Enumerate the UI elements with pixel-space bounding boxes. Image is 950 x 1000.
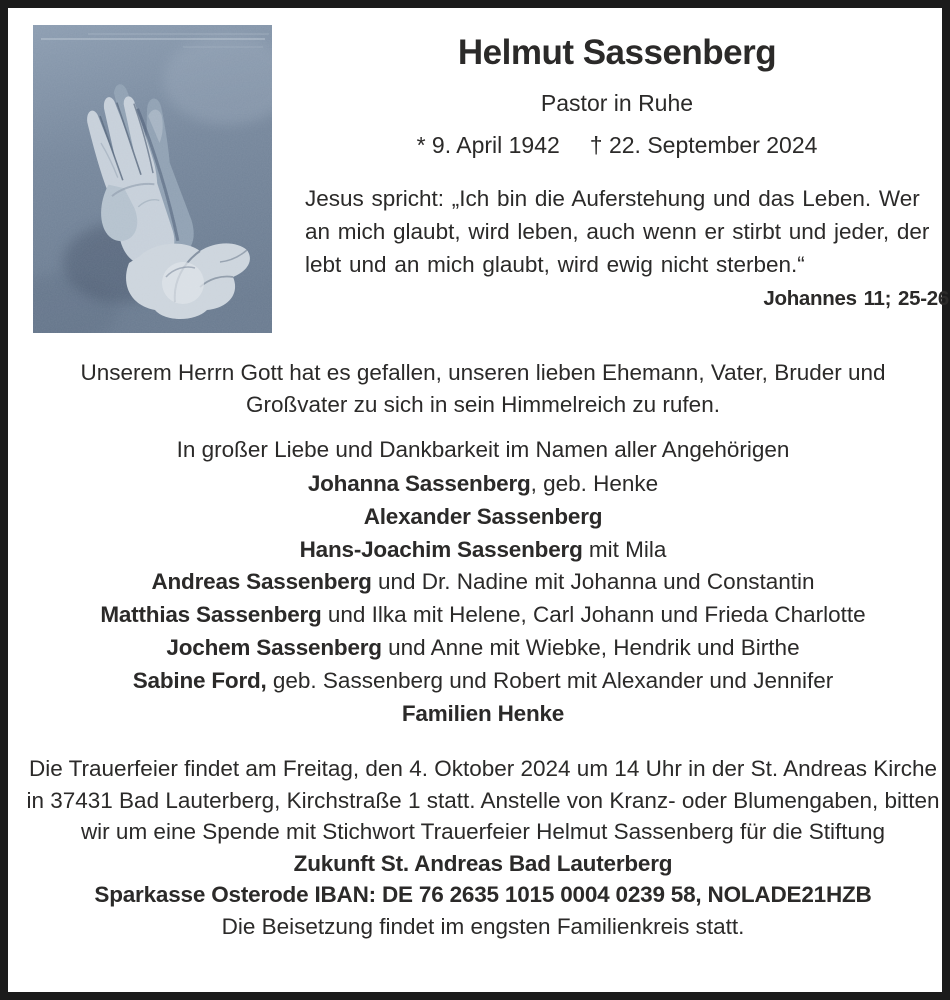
deceased-name: Helmut Sassenberg: [457, 33, 777, 72]
header-block: [292, 34, 942, 160]
mourner-row: Andreas Sassenberg und Dr. Nadine mit Johanna und Constantin: [151, 569, 815, 595]
closing-note: Die Beisetzung findet im engsten Familienkreis statt.: [221, 913, 745, 939]
mourners-list: [28, 468, 938, 730]
announcement-text: Unserem Herrn Gott hat es gefallen, unseren lieben Ehemann, Vater, Bruder und Großvater zu sich in sein Himmelreich zu rufen.: [80, 360, 886, 417]
mourner-row: Matthias Sassenberg und Ilka mit Helene, Carl Johann und Frieda Charlotte: [100, 602, 866, 628]
mourner-row: Johanna Sassenberg, geb. Henke: [307, 471, 659, 496]
deceased-role: Pastor in Ruhe: [540, 89, 694, 116]
mourner-row: Hans-Joachim Sassenberg mit Mila: [299, 536, 667, 562]
announcement-block: [63, 357, 903, 466]
bible-quote-text: Jesus spricht: „Ich bin die Auferstehung und das Leben. Wer an mich glaubt, wird leben, auch wenn er stirbt und jeder, der lebt und an mich glaubt, wird ewig nicht sterben.“: [305, 186, 930, 277]
mourner-row: Familien Henke: [401, 700, 565, 726]
praying-hands-icon: [33, 25, 272, 333]
mourner-row: Sabine Ford, geb. Sassenberg und Robert mit Alexander und Jennifer: [132, 667, 834, 693]
life-dates: [292, 132, 942, 160]
gratitude-text: In großer Liebe und Dankbarkeit im Namen aller Angehörigen: [176, 437, 790, 462]
bible-quote-reference: Johannes 11; 25-26: [763, 287, 949, 310]
bible-quote-block: [305, 182, 949, 315]
death-date: † 22. September 2024: [589, 132, 818, 159]
bank-details: Sparkasse Osterode IBAN: DE 76 2635 1015 0004 0239 58, NOLADE21HZB: [94, 882, 872, 908]
mourner-row: Jochem Sassenberg und Anne mit Wiebke, Hendrik und Birthe: [166, 634, 800, 660]
birth-date: * 9. April 1942: [416, 132, 560, 159]
foundation-name: Zukunft St. Andreas Bad Lauterberg: [293, 850, 673, 876]
praying-hands-image: [33, 25, 272, 333]
mourner-row: Alexander Sassenberg: [363, 503, 603, 529]
funeral-block: [20, 753, 946, 943]
funeral-details: Die Trauerfeier findet am Freitag, den 4. Oktober 2024 um 14 Uhr in der St. Andreas Kirche in 37431 Bad Lauterberg, Kirchstraße 1 statt. Anstelle von Kranz- oder Blumengaben, bitten wir um eine Spende mit Stichwort Trauerfeier Helmut Sassenberg für die Stiftung: [26, 756, 940, 845]
